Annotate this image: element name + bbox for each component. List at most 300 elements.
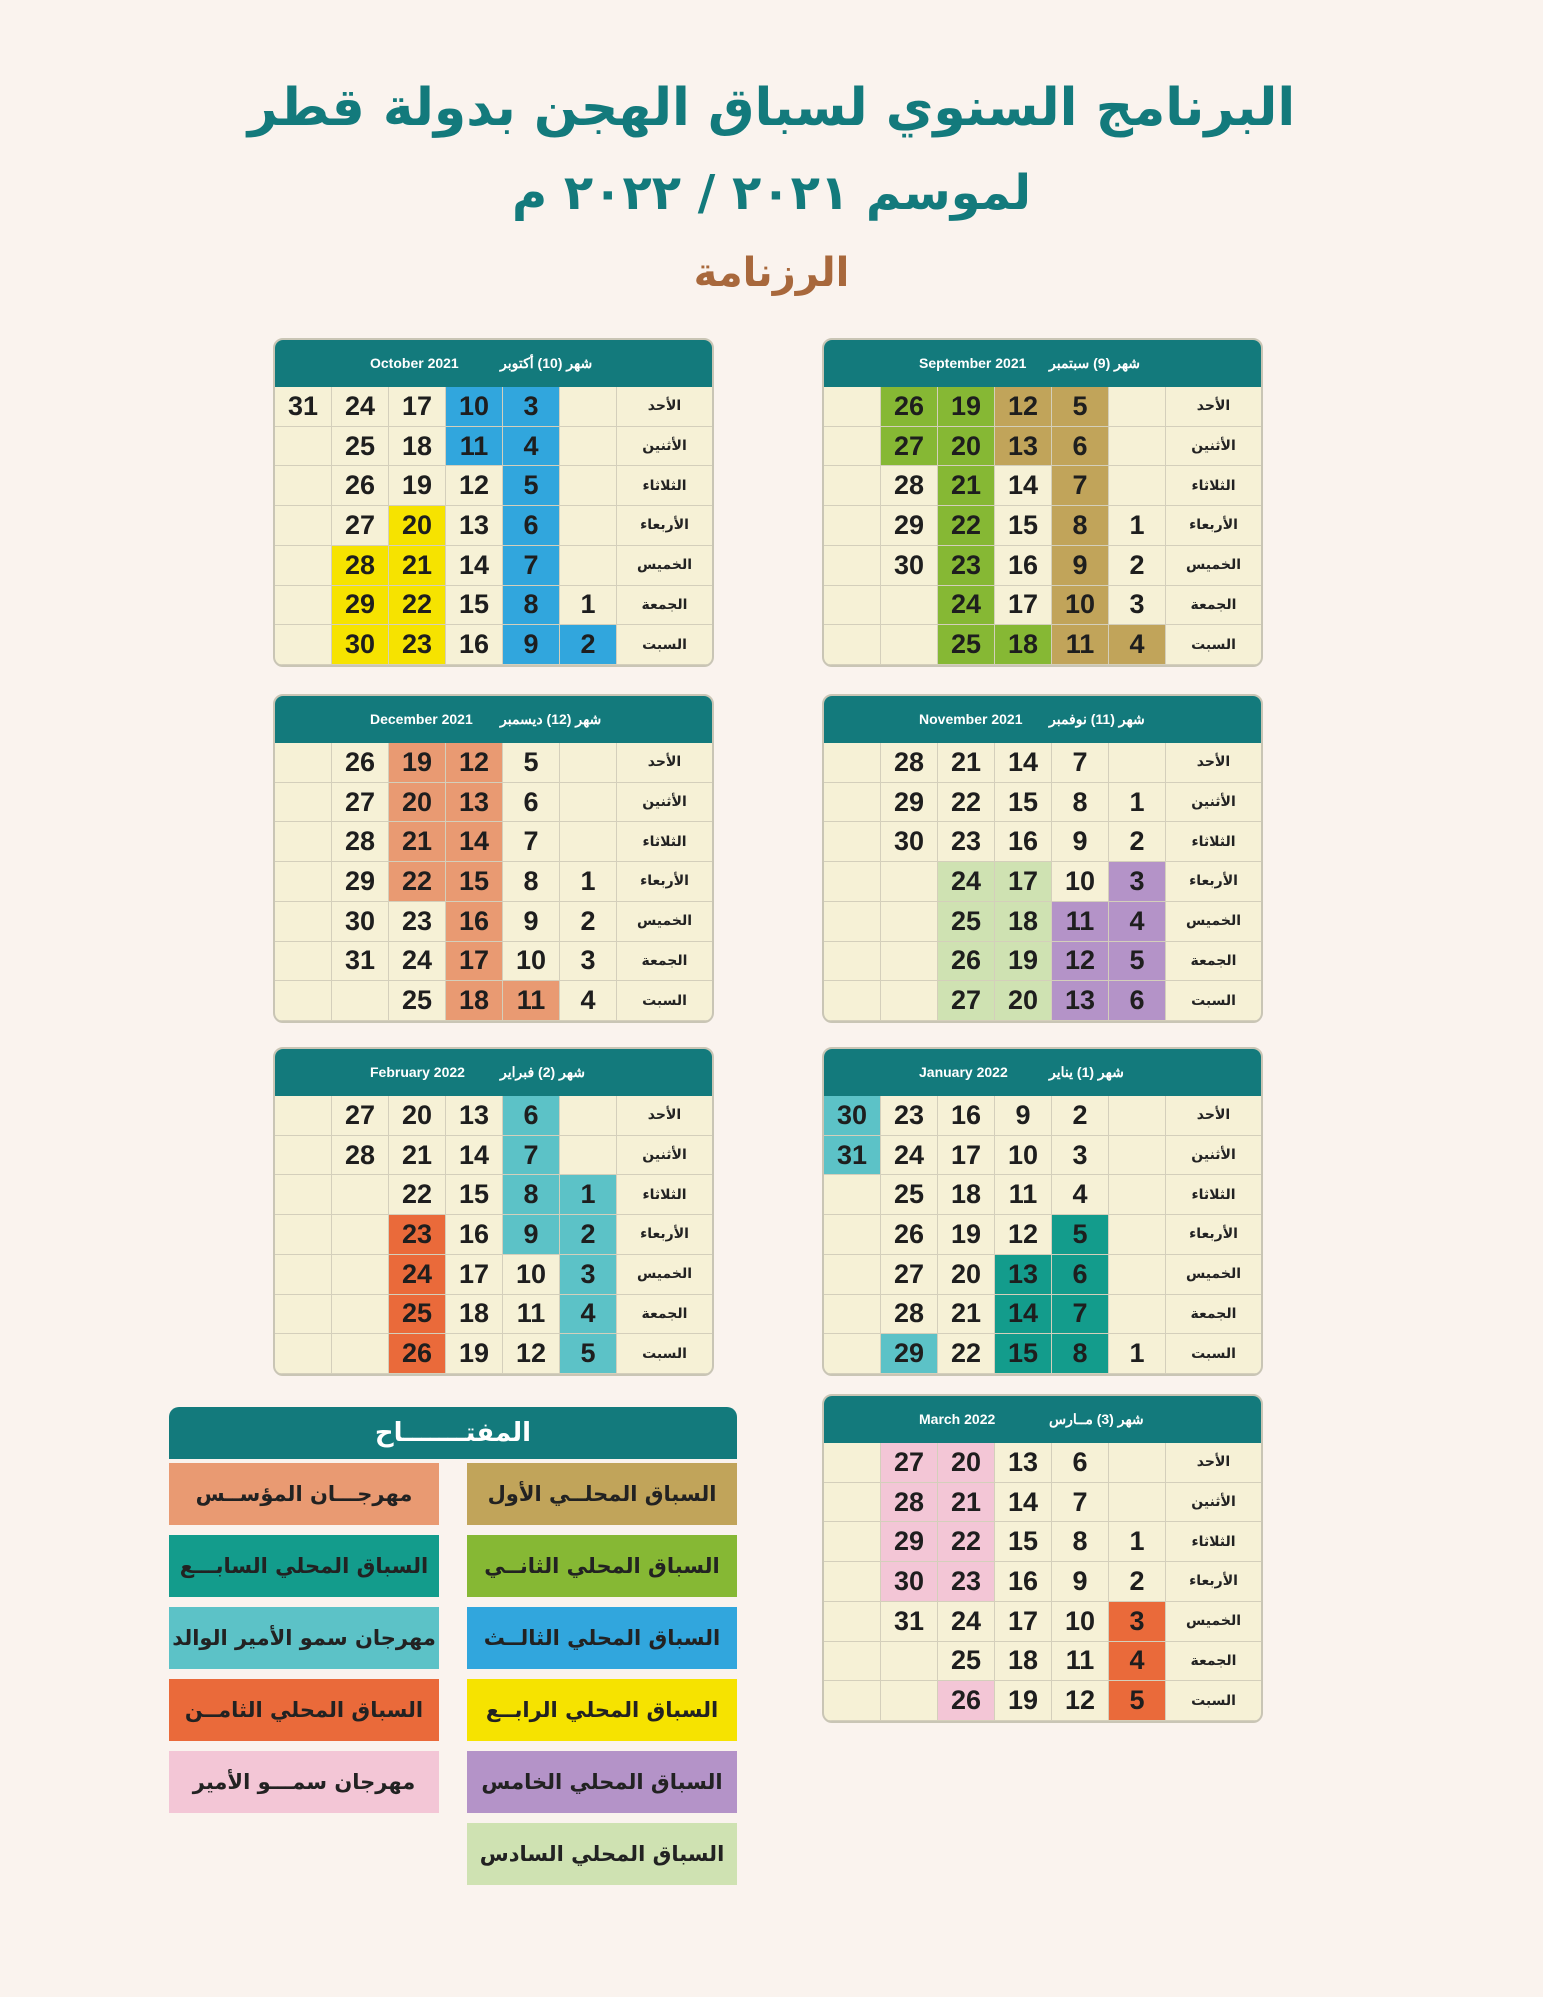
day-cell xyxy=(881,1681,938,1721)
day-cell: 24 xyxy=(389,1255,446,1295)
day-cell: 27 xyxy=(938,981,995,1021)
day-cell: 3 xyxy=(560,942,617,982)
day-cell: 2 xyxy=(1109,822,1166,862)
day-cell xyxy=(1109,1175,1166,1215)
day-cell: 29 xyxy=(881,783,938,823)
day-cell: 9 xyxy=(1052,822,1109,862)
day-cell: 28 xyxy=(332,1136,389,1176)
day-name: الأثنين xyxy=(1166,427,1261,467)
day-cell: 1 xyxy=(560,586,617,626)
day-cell: 3 xyxy=(560,1255,617,1295)
day-cell: 18 xyxy=(938,1175,995,1215)
day-cell xyxy=(824,1255,881,1295)
day-name: الأحد xyxy=(1166,1443,1261,1483)
day-name: الخميس xyxy=(1166,546,1261,586)
day-cell: 18 xyxy=(995,902,1052,942)
day-cell: 11 xyxy=(503,981,560,1021)
day-cell: 6 xyxy=(503,1096,560,1136)
calendar-dec xyxy=(273,694,714,1023)
day-cell: 13 xyxy=(446,1096,503,1136)
day-cell: 26 xyxy=(881,387,938,427)
day-cell: 16 xyxy=(995,546,1052,586)
page-title: البرنامج السنوي لسباق الهجن بدولة قطر xyxy=(247,78,1296,138)
day-name: الخميس xyxy=(1166,1255,1261,1295)
day-cell xyxy=(824,1642,881,1682)
legend-item: مهرجان سمو الأمير الوالد xyxy=(169,1607,439,1669)
legend-item: السباق المحلــي الأول xyxy=(467,1463,737,1525)
day-cell: 30 xyxy=(881,822,938,862)
day-cell: 1 xyxy=(1109,1522,1166,1562)
day-cell: 16 xyxy=(446,625,503,665)
day-cell xyxy=(275,1255,332,1295)
day-cell: 6 xyxy=(1109,981,1166,1021)
day-cell xyxy=(824,427,881,467)
day-cell xyxy=(560,466,617,506)
day-cell: 12 xyxy=(995,387,1052,427)
day-cell xyxy=(824,546,881,586)
day-cell: 14 xyxy=(995,1483,1052,1523)
day-cell: 16 xyxy=(446,1215,503,1255)
day-cell xyxy=(824,1175,881,1215)
day-cell: 15 xyxy=(446,586,503,626)
day-cell: 21 xyxy=(938,743,995,783)
day-cell: 10 xyxy=(1052,586,1109,626)
calendar-mar xyxy=(822,1394,1263,1723)
day-cell: 5 xyxy=(503,466,560,506)
month-name-english: March 2022 xyxy=(919,1411,996,1427)
day-name: السبت xyxy=(617,1334,712,1374)
day-cell: 7 xyxy=(1052,743,1109,783)
day-cell: 12 xyxy=(446,743,503,783)
day-cell: 23 xyxy=(938,1562,995,1602)
day-cell: 13 xyxy=(995,1443,1052,1483)
day-cell: 4 xyxy=(560,1295,617,1335)
day-cell: 8 xyxy=(503,862,560,902)
day-cell xyxy=(824,1334,881,1374)
day-name: الأثنين xyxy=(617,1136,712,1176)
day-name: الأحد xyxy=(1166,387,1261,427)
day-cell: 6 xyxy=(1052,427,1109,467)
day-cell: 13 xyxy=(995,427,1052,467)
day-name: الأثنين xyxy=(1166,1136,1261,1176)
day-cell: 19 xyxy=(446,1334,503,1374)
calendar-header xyxy=(275,340,712,387)
day-name: الأربعاء xyxy=(1166,506,1261,546)
day-name: الثلاثاء xyxy=(1166,1175,1261,1215)
day-cell: 23 xyxy=(389,625,446,665)
day-cell: 2 xyxy=(560,625,617,665)
day-name: الخميس xyxy=(617,1255,712,1295)
day-name: الثلاثاء xyxy=(1166,1522,1261,1562)
day-cell: 24 xyxy=(332,387,389,427)
day-cell: 30 xyxy=(881,1562,938,1602)
day-cell: 28 xyxy=(881,743,938,783)
day-cell: 10 xyxy=(503,1255,560,1295)
day-cell: 17 xyxy=(389,387,446,427)
day-cell xyxy=(275,942,332,982)
day-cell: 19 xyxy=(995,942,1052,982)
day-cell xyxy=(560,743,617,783)
day-cell: 24 xyxy=(389,942,446,982)
day-cell: 4 xyxy=(1109,1642,1166,1682)
day-cell xyxy=(332,981,389,1021)
day-cell: 22 xyxy=(938,783,995,823)
day-cell xyxy=(275,902,332,942)
day-cell: 11 xyxy=(1052,902,1109,942)
month-name-arabic: شهر (11) نوفمبر xyxy=(1049,711,1145,727)
day-cell: 7 xyxy=(1052,1483,1109,1523)
day-cell: 10 xyxy=(503,942,560,982)
day-cell: 1 xyxy=(1109,506,1166,546)
day-cell: 31 xyxy=(275,387,332,427)
calendar-header xyxy=(824,1396,1261,1443)
day-cell xyxy=(824,862,881,902)
day-cell: 20 xyxy=(389,783,446,823)
day-name: السبت xyxy=(1166,625,1261,665)
day-cell xyxy=(881,1642,938,1682)
day-cell: 13 xyxy=(1052,981,1109,1021)
season-title: لموسم ٢٠٢١ / ٢٠٢٢ م xyxy=(511,165,1032,221)
day-cell xyxy=(824,1522,881,1562)
day-cell xyxy=(824,783,881,823)
day-cell xyxy=(560,546,617,586)
month-name-english: December 2021 xyxy=(370,711,473,727)
day-name: الأحد xyxy=(617,743,712,783)
day-name: الخميس xyxy=(1166,1602,1261,1642)
day-cell xyxy=(881,902,938,942)
calendar-grid xyxy=(824,743,1261,1021)
day-cell: 1 xyxy=(1109,1334,1166,1374)
legend-title: المفتـــــــاح xyxy=(169,1407,737,1459)
day-cell: 19 xyxy=(995,1681,1052,1721)
day-cell: 4 xyxy=(560,981,617,1021)
day-cell xyxy=(881,942,938,982)
day-cell: 6 xyxy=(1052,1255,1109,1295)
day-cell: 10 xyxy=(446,387,503,427)
day-cell xyxy=(1109,1255,1166,1295)
day-cell xyxy=(824,506,881,546)
day-name: الأثنين xyxy=(1166,783,1261,823)
day-cell xyxy=(824,1443,881,1483)
day-cell: 2 xyxy=(1052,1096,1109,1136)
day-cell: 6 xyxy=(503,506,560,546)
day-cell: 2 xyxy=(1109,546,1166,586)
day-name: الأثنين xyxy=(617,427,712,467)
day-cell: 12 xyxy=(1052,942,1109,982)
legend-item: السباق المحلي الثامــن xyxy=(169,1679,439,1741)
day-name: الخميس xyxy=(1166,902,1261,942)
day-cell: 28 xyxy=(332,546,389,586)
day-cell xyxy=(332,1175,389,1215)
calendar-nov xyxy=(822,694,1263,1023)
day-cell: 27 xyxy=(332,1096,389,1136)
day-cell: 25 xyxy=(389,1295,446,1335)
calendar-header xyxy=(275,1049,712,1096)
day-cell: 9 xyxy=(503,1215,560,1255)
day-cell: 28 xyxy=(332,822,389,862)
day-cell: 1 xyxy=(560,1175,617,1215)
day-cell: 28 xyxy=(881,1295,938,1335)
day-name: السبت xyxy=(1166,1334,1261,1374)
day-cell: 22 xyxy=(389,586,446,626)
day-cell: 31 xyxy=(332,942,389,982)
day-cell: 19 xyxy=(938,387,995,427)
day-cell: 21 xyxy=(938,1295,995,1335)
day-cell: 17 xyxy=(938,1136,995,1176)
legend-item: السباق المحلي الثانــي xyxy=(467,1535,737,1597)
day-cell: 26 xyxy=(389,1334,446,1374)
calendar-header xyxy=(824,340,1261,387)
day-cell: 16 xyxy=(938,1096,995,1136)
day-cell xyxy=(824,586,881,626)
day-cell: 8 xyxy=(1052,506,1109,546)
day-cell: 4 xyxy=(1109,902,1166,942)
day-cell: 3 xyxy=(1109,586,1166,626)
day-cell xyxy=(824,1295,881,1335)
day-name: السبت xyxy=(617,625,712,665)
day-cell: 22 xyxy=(938,1522,995,1562)
month-name-arabic: شهر (12) ديسمبر xyxy=(500,711,602,727)
day-name: الأربعاء xyxy=(1166,1215,1261,1255)
day-name: الأربعاء xyxy=(617,506,712,546)
day-cell: 21 xyxy=(938,466,995,506)
day-cell: 18 xyxy=(446,981,503,1021)
day-cell xyxy=(824,387,881,427)
day-cell: 14 xyxy=(446,546,503,586)
day-cell xyxy=(560,427,617,467)
day-cell: 7 xyxy=(503,1136,560,1176)
day-cell xyxy=(824,942,881,982)
month-name-english: January 2022 xyxy=(919,1064,1008,1080)
month-name-english: February 2022 xyxy=(370,1064,465,1080)
day-cell xyxy=(1109,466,1166,506)
day-name: الخميس xyxy=(617,546,712,586)
day-cell: 29 xyxy=(881,1522,938,1562)
day-cell: 15 xyxy=(446,1175,503,1215)
day-cell: 25 xyxy=(389,981,446,1021)
day-name: الثلاثاء xyxy=(617,1175,712,1215)
day-name: الثلاثاء xyxy=(1166,822,1261,862)
day-cell xyxy=(275,1096,332,1136)
day-cell: 20 xyxy=(938,1255,995,1295)
day-cell xyxy=(881,981,938,1021)
day-cell: 20 xyxy=(995,981,1052,1021)
day-cell: 14 xyxy=(995,743,1052,783)
day-cell: 26 xyxy=(938,1681,995,1721)
day-cell: 8 xyxy=(503,1175,560,1215)
day-cell: 18 xyxy=(389,427,446,467)
calendar-grid xyxy=(275,1096,712,1374)
day-cell: 23 xyxy=(389,902,446,942)
day-cell xyxy=(881,625,938,665)
day-name: الجمعة xyxy=(617,942,712,982)
day-name: الثلاثاء xyxy=(617,822,712,862)
day-cell: 27 xyxy=(881,427,938,467)
day-cell: 27 xyxy=(332,506,389,546)
day-cell: 25 xyxy=(938,625,995,665)
day-cell xyxy=(275,1175,332,1215)
day-cell: 5 xyxy=(503,743,560,783)
day-cell: 21 xyxy=(389,1136,446,1176)
day-cell: 22 xyxy=(938,1334,995,1374)
day-cell xyxy=(560,1136,617,1176)
day-cell: 26 xyxy=(881,1215,938,1255)
day-cell: 18 xyxy=(995,625,1052,665)
month-name-arabic: شهر (3) مــارس xyxy=(1049,1411,1144,1427)
day-cell: 8 xyxy=(1052,783,1109,823)
day-cell xyxy=(824,1215,881,1255)
legend-item: السباق المحلي الرابــع xyxy=(467,1679,737,1741)
day-cell: 16 xyxy=(446,902,503,942)
legend-item: مهرجـــان المؤســس xyxy=(169,1463,439,1525)
day-cell: 8 xyxy=(1052,1334,1109,1374)
day-cell: 11 xyxy=(446,427,503,467)
day-cell: 4 xyxy=(1109,625,1166,665)
month-name-arabic: شهر (1) يناير xyxy=(1049,1064,1124,1080)
legend-item: السباق المحلي السابـــع xyxy=(169,1535,439,1597)
day-cell: 5 xyxy=(1109,942,1166,982)
legend-item: السباق المحلي السادس xyxy=(467,1823,737,1885)
day-cell: 14 xyxy=(446,1136,503,1176)
day-cell xyxy=(881,862,938,902)
day-name: الأثنين xyxy=(617,783,712,823)
day-cell xyxy=(275,743,332,783)
day-cell xyxy=(824,1562,881,1602)
day-cell: 3 xyxy=(1109,862,1166,902)
day-cell: 25 xyxy=(881,1175,938,1215)
day-cell: 4 xyxy=(503,427,560,467)
day-cell: 15 xyxy=(995,783,1052,823)
day-name: الثلاثاء xyxy=(1166,466,1261,506)
day-cell xyxy=(332,1215,389,1255)
day-cell: 8 xyxy=(1052,1522,1109,1562)
day-cell: 12 xyxy=(503,1334,560,1374)
day-cell xyxy=(275,506,332,546)
day-name: الجمعة xyxy=(617,1295,712,1335)
day-cell: 7 xyxy=(503,822,560,862)
day-cell: 24 xyxy=(881,1136,938,1176)
day-cell: 23 xyxy=(389,1215,446,1255)
day-cell xyxy=(560,1096,617,1136)
day-cell: 15 xyxy=(446,862,503,902)
calendar-grid xyxy=(824,1443,1261,1721)
day-cell: 30 xyxy=(824,1096,881,1136)
day-cell: 29 xyxy=(332,862,389,902)
calendar-jan xyxy=(822,1047,1263,1376)
day-cell: 11 xyxy=(1052,625,1109,665)
day-cell xyxy=(560,822,617,862)
day-cell: 15 xyxy=(995,1334,1052,1374)
day-cell: 20 xyxy=(389,506,446,546)
day-cell: 9 xyxy=(1052,1562,1109,1602)
day-cell xyxy=(332,1255,389,1295)
day-cell: 24 xyxy=(938,586,995,626)
day-cell: 24 xyxy=(938,1602,995,1642)
day-cell: 21 xyxy=(938,1483,995,1523)
day-cell xyxy=(275,546,332,586)
day-cell: 18 xyxy=(446,1295,503,1335)
day-cell: 11 xyxy=(995,1175,1052,1215)
calendar-oct xyxy=(273,338,714,667)
day-cell: 22 xyxy=(938,506,995,546)
day-cell: 5 xyxy=(560,1334,617,1374)
day-cell: 26 xyxy=(332,466,389,506)
month-name-arabic: شهر (2) فبراير xyxy=(500,1064,585,1080)
day-cell: 20 xyxy=(938,427,995,467)
day-cell xyxy=(275,1334,332,1374)
day-cell: 9 xyxy=(503,902,560,942)
day-name: الأحد xyxy=(1166,1096,1261,1136)
day-name: الجمعة xyxy=(1166,942,1261,982)
day-cell: 10 xyxy=(995,1136,1052,1176)
day-cell xyxy=(275,822,332,862)
day-name: الجمعة xyxy=(1166,1295,1261,1335)
day-cell: 11 xyxy=(1052,1642,1109,1682)
month-name-english: September 2021 xyxy=(919,355,1027,371)
day-cell: 25 xyxy=(332,427,389,467)
calendar-header xyxy=(275,696,712,743)
day-cell xyxy=(560,387,617,427)
day-cell: 16 xyxy=(995,1562,1052,1602)
day-name: الأربعاء xyxy=(1166,1562,1261,1602)
day-cell: 7 xyxy=(1052,1295,1109,1335)
day-name: الثلاثاء xyxy=(617,466,712,506)
day-cell: 22 xyxy=(389,1175,446,1215)
day-cell: 14 xyxy=(995,1295,1052,1335)
day-name: الخميس xyxy=(617,902,712,942)
day-cell: 3 xyxy=(503,387,560,427)
day-name: الأربعاء xyxy=(617,862,712,902)
day-name: السبت xyxy=(617,981,712,1021)
day-cell xyxy=(824,743,881,783)
day-cell: 13 xyxy=(446,783,503,823)
day-cell xyxy=(275,862,332,902)
day-cell: 26 xyxy=(332,743,389,783)
day-cell xyxy=(881,586,938,626)
day-cell: 3 xyxy=(1109,1602,1166,1642)
day-cell: 27 xyxy=(332,783,389,823)
day-cell: 7 xyxy=(1052,466,1109,506)
day-cell xyxy=(275,1215,332,1255)
day-cell xyxy=(824,981,881,1021)
day-cell: 12 xyxy=(446,466,503,506)
day-cell: 12 xyxy=(1052,1681,1109,1721)
day-name: الأحد xyxy=(617,1096,712,1136)
day-cell: 5 xyxy=(1052,387,1109,427)
day-cell xyxy=(1109,1096,1166,1136)
day-cell: 25 xyxy=(938,1642,995,1682)
legend xyxy=(169,1407,737,1887)
day-cell xyxy=(275,466,332,506)
day-cell: 9 xyxy=(1052,546,1109,586)
day-cell xyxy=(1109,1215,1166,1255)
day-cell: 28 xyxy=(881,1483,938,1523)
day-cell: 10 xyxy=(1052,1602,1109,1642)
day-cell: 6 xyxy=(503,783,560,823)
day-cell: 3 xyxy=(1052,1136,1109,1176)
day-cell xyxy=(560,506,617,546)
day-cell xyxy=(1109,1443,1166,1483)
month-name-arabic: شهر (10) أكتوبر xyxy=(500,355,593,371)
day-cell: 13 xyxy=(995,1255,1052,1295)
day-cell: 23 xyxy=(938,822,995,862)
day-cell: 17 xyxy=(995,586,1052,626)
day-cell: 21 xyxy=(389,822,446,862)
day-cell: 7 xyxy=(503,546,560,586)
month-name-arabic: شهر (9) سبتمبر xyxy=(1049,355,1141,371)
day-cell: 9 xyxy=(995,1096,1052,1136)
day-cell: 2 xyxy=(1109,1562,1166,1602)
